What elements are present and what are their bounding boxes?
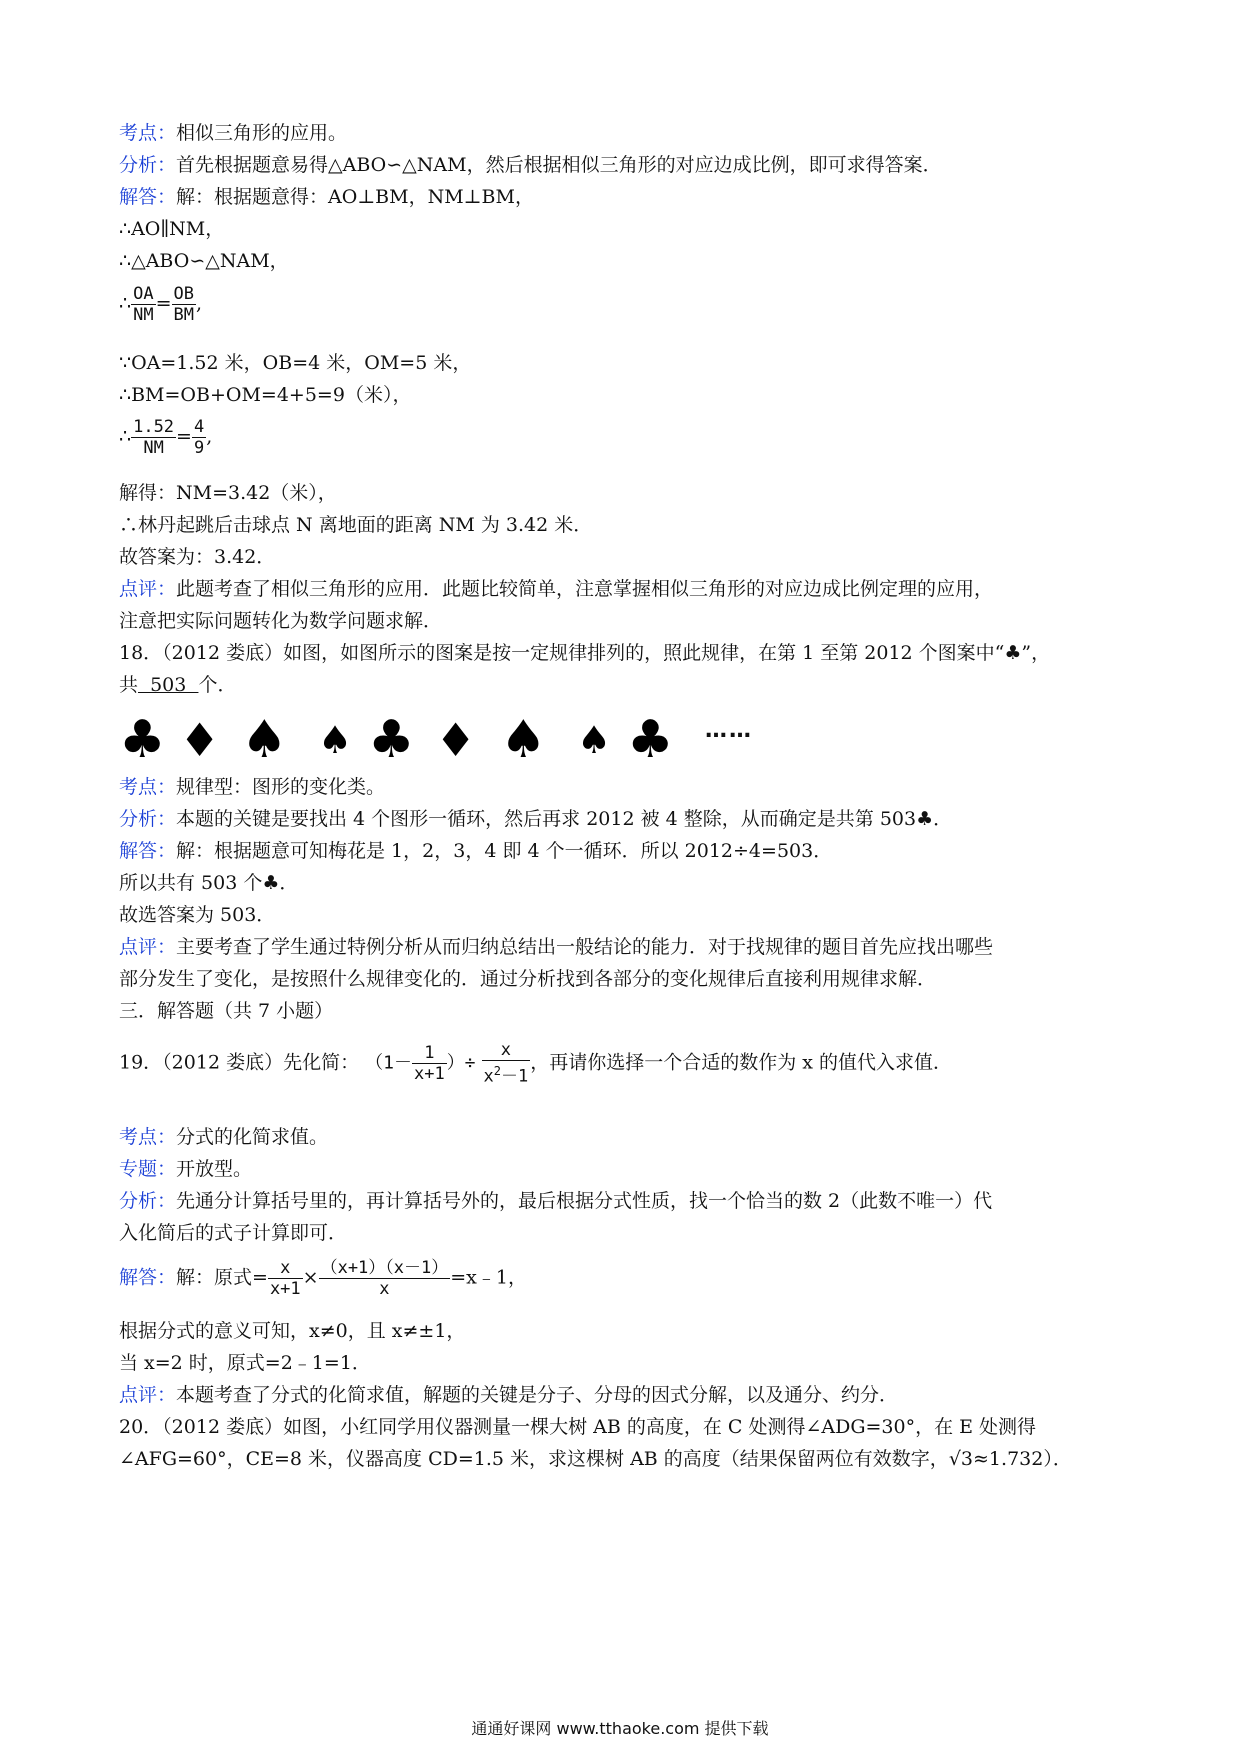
q20-stem: 20．（2012 娄底）如图，小红同学用仪器测量一棵大树 AB 的高度，在 C 处测得∠ADG=30°，在 E 处测得: [119, 1416, 1037, 1438]
denominator: x+1: [413, 1063, 445, 1084]
numerator: x: [268, 1258, 303, 1279]
q17-given: ∵OA=1.52 米，OB=4 米，OM=5 米，: [119, 352, 472, 374]
q19-jieda: [119, 1258, 527, 1299]
spade-icon: ♠: [241, 710, 288, 770]
fraction: [131, 417, 176, 458]
q19-stem: [119, 1040, 952, 1087]
denominator: 9: [193, 438, 205, 458]
fraction: [482, 1040, 531, 1087]
fraction: [192, 417, 206, 458]
diamond-icon: ♦: [435, 713, 477, 767]
label: 点评：: [119, 1384, 177, 1406]
club-icon: ♣: [368, 710, 415, 770]
numerator: 1.52: [133, 417, 175, 437]
text: 解：根据题意得：AO⊥BM，NM⊥BM，: [176, 186, 534, 208]
therefore: ∴: [119, 292, 132, 315]
fraction: [268, 1258, 303, 1299]
q19-line3: 当 x=2 时，原式=2﹣1=1．: [119, 1352, 371, 1374]
q19-kaodian: [119, 1124, 328, 1150]
text: 解：原式=: [176, 1266, 268, 1289]
q17-answer: 故答案为：3.42．: [119, 546, 276, 568]
q17-dianping: [119, 576, 993, 602]
q18-line3: 故选答案为 503．: [119, 904, 276, 926]
answer-blank: 503: [138, 674, 199, 696]
label: 解答：: [119, 840, 177, 862]
text: ∠AFG=60°，CE=8 米，仪器高度 CD=1.5 米，求这棵树 AB 的高度（结果保留两位有效数字，: [119, 1448, 949, 1470]
q17-jieda: [119, 184, 534, 210]
q20-stem-2: [119, 1446, 1072, 1472]
numerator: OB: [173, 284, 194, 304]
text: 首先根据题意易得△ABO∽△NAM，然后根据相似三角形的对应边成比例，即可求得答案．: [176, 154, 942, 176]
label: 专题：: [119, 1158, 177, 1180]
label: 考点：: [119, 776, 177, 798]
label: 点评：: [119, 578, 177, 600]
comma: ,: [206, 425, 213, 448]
label: 分析：: [119, 154, 177, 176]
q17-bm: ∴BM=OB+OM=4+5=9（米），: [119, 384, 412, 406]
q17-concl: ∴林丹起跳后击球点 N 离地面的距离 NM 为 3.42 米．: [119, 514, 593, 536]
therefore: ∴: [119, 425, 132, 448]
q17-frac1: [119, 284, 202, 325]
text: 分式的化简求值。: [176, 1126, 329, 1148]
comma: ,: [195, 292, 203, 315]
page-footer: 通通好课网 www.tthaoke.com 提供下载: [471, 1719, 769, 1738]
equals: =: [155, 292, 172, 315]
tail: －1: [501, 1066, 529, 1087]
text: 本题考查了分式的化简求值，解题的关键是分子、分母的因式分解，以及通分、约分．: [176, 1384, 899, 1406]
q19-fenxi: [119, 1188, 992, 1214]
text: 此题考查了相似三角形的应用．此题比较简单，注意掌握相似三角形的对应边成比例定理的应用，: [176, 578, 994, 600]
q18-stem-2: [119, 672, 236, 698]
text: 规律型：图形的变化类。: [176, 776, 386, 798]
denominator: NM: [133, 305, 154, 325]
text: 个．: [198, 674, 237, 696]
diamond-icon: ♦: [179, 713, 221, 767]
q18-dianping: [119, 934, 993, 960]
equals: =: [176, 425, 192, 448]
paren-open: （1－: [365, 1052, 412, 1074]
q18-jieda: [119, 838, 832, 864]
q19-zhuanti: [119, 1156, 252, 1182]
label: 解答：: [119, 186, 177, 208]
denominator: x: [379, 1279, 390, 1299]
text: 19．（2012 娄底）先化简：: [119, 1051, 360, 1074]
base: x: [483, 1066, 494, 1087]
text: 共: [119, 674, 139, 696]
q18-stem: 18．（2012 娄底）如图，如图所示的图案是按一定规律排列的，照此规律，在第 1 至第 2012 个图案中“♣”，: [119, 642, 1051, 664]
q18-dianping-2: 部分发生了变化，是按照什么规律变化的．通过分析找到各部分的变化规律后直接利用规律求解．: [119, 968, 937, 990]
numerator: 1: [412, 1043, 447, 1064]
q19-fenxi-2: 入化简后的式子计算即可．: [119, 1222, 348, 1244]
spade-icon: ♠: [577, 718, 612, 762]
fraction: [131, 284, 155, 325]
label: 分析：: [119, 808, 177, 830]
section-heading: 三．解答题（共 7 小题）: [119, 1000, 334, 1022]
denominator: BM: [173, 305, 194, 325]
label: 分析：: [119, 1190, 177, 1212]
ellipsis: ……: [705, 718, 753, 743]
q17-dianping-2: 注意把实际问题转化为数学问题求解．: [119, 610, 443, 632]
text: =x﹣1，: [450, 1266, 527, 1289]
q18-line2: 所以共有 503 个♣．: [119, 872, 299, 894]
fraction: [172, 284, 196, 325]
spade-icon: ♠: [500, 710, 547, 770]
label: 点评：: [119, 936, 177, 958]
label: 解答：: [119, 1266, 177, 1289]
q17-fenxi: [119, 152, 942, 178]
text: 开放型。: [176, 1158, 253, 1180]
text: 先通分计算括号里的，再计算括号外的，最后根据分式性质，找一个恰当的数 2（此数不唯一）代: [176, 1190, 993, 1212]
q17-kaodian: [119, 120, 347, 146]
times: ×: [302, 1266, 319, 1289]
denominator: NM: [143, 438, 164, 458]
q19-line2: 根据分式的意义可知，x≠0，且 x≠±1，: [119, 1320, 466, 1342]
paren-close: ）÷: [446, 1052, 476, 1074]
spade-icon: ♠: [318, 718, 353, 762]
q17-line-ao: ∴AO∥NM，: [119, 218, 225, 240]
text: ，再请你选择一个合适的数作为 x 的值代入求值．: [530, 1051, 953, 1074]
q18-fenxi: [119, 806, 952, 832]
q19-dianping: [119, 1382, 898, 1408]
numerator: OA: [133, 284, 154, 304]
text: 本题的关键是要找出 4 个图形一循环，然后再求 2012 被 4 整除，从而确定是共第 503♣．: [176, 808, 953, 830]
club-icon: ♣: [627, 710, 674, 770]
q17-line-sim: ∴△ABO∽△NAM，: [119, 250, 289, 272]
text: 主要考查了学生通过特例分析从而归纳总结出一般结论的能力．对于找规律的题目首先应找出哪些: [176, 936, 994, 958]
q18-kaodian: [119, 774, 385, 800]
text: 相似三角形的应用。: [176, 122, 348, 144]
denominator: [482, 1061, 531, 1087]
numerator: x: [482, 1040, 531, 1061]
sqrt3: √3: [948, 1448, 974, 1470]
label: 考点：: [119, 122, 177, 144]
numerator: 4: [193, 417, 205, 437]
denominator: x+1: [269, 1279, 301, 1299]
text: ≈1.732）．: [973, 1448, 1072, 1470]
text: 解：根据题意可知梅花是 1，2，3，4 即 4 个一循环．所以 2012÷4=503．: [176, 840, 833, 862]
q17-frac2: [119, 417, 212, 458]
numerator: （x+1）（x－1）: [320, 1258, 449, 1278]
q17-solve: 解得：NM=3.42（米），: [119, 482, 337, 504]
club-icon: ♣: [119, 710, 166, 770]
label: 考点：: [119, 1126, 177, 1148]
fraction: [412, 1043, 447, 1084]
exponent: 2: [493, 1064, 502, 1078]
fraction: [319, 1258, 451, 1299]
